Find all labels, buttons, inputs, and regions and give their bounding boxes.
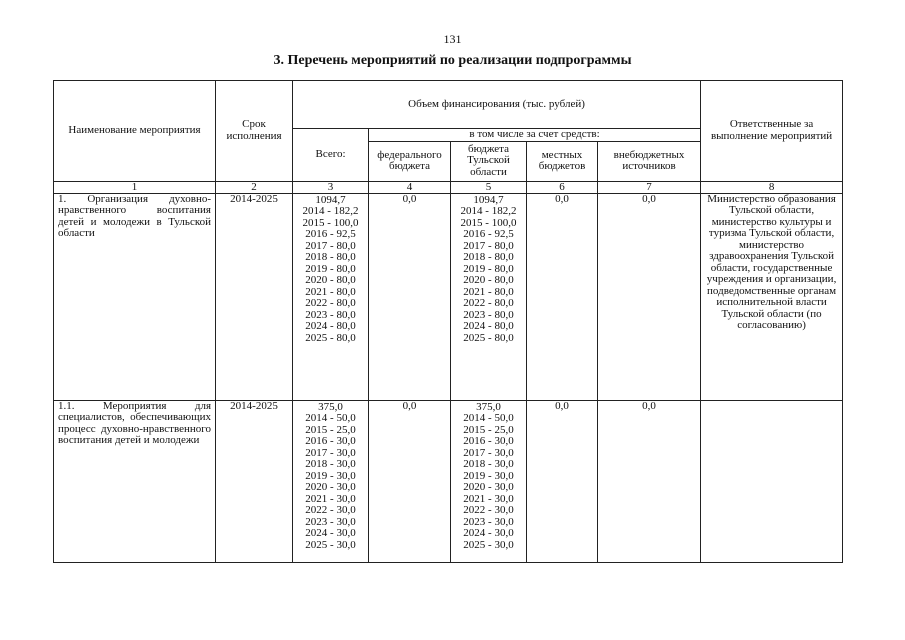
value-line: 2017 - 30,0: [305, 446, 356, 459]
column-number: 4: [369, 181, 451, 193]
value-line: 2024 - 80,0: [463, 320, 514, 332]
column-number: 6: [527, 181, 598, 193]
measure-extra: 0,0: [598, 400, 701, 562]
value-line: 2018 - 80,0: [463, 251, 514, 263]
header-extra: внебюджетных источников: [598, 141, 701, 181]
value-line: 1094,7: [473, 193, 504, 206]
header-responsible: Ответственные за выполнение мероприятий: [701, 81, 843, 182]
table-row: [54, 193, 843, 400]
value-line: 2025 - 80,0: [305, 331, 356, 344]
value-line: 375,0: [318, 400, 343, 413]
column-number: 3: [293, 181, 369, 193]
header-regional: бюджета Тульской области: [451, 141, 527, 181]
measures-table: [53, 80, 843, 563]
value-line: 2018 - 30,0: [463, 458, 514, 470]
value-line: 2016 - 92,5: [305, 228, 356, 240]
page-number: 131: [443, 32, 462, 46]
header-total: Всего:: [293, 129, 369, 182]
table-row: [54, 400, 843, 562]
value-line: 2014 - 50,0: [305, 412, 356, 424]
value-line: 2021 - 80,0: [305, 285, 356, 298]
value-line: 2015 - 25,0: [305, 423, 356, 436]
value-line: 2017 - 80,0: [463, 239, 514, 252]
value-line: 2021 - 30,0: [463, 492, 514, 505]
measure-local: 0,0: [527, 193, 598, 400]
header-name: Наименование мероприятия: [54, 81, 216, 182]
value-line: 2022 - 80,0: [305, 297, 356, 309]
measure-responsible: Министерство образования Тульской области, министерство культуры и туризма Тульской области, министерство здравоохранения Тульской области, государственные учреждения и организации, подведомственные органам исполнительной власти Тульской области (по согласованию): [701, 193, 843, 400]
column-numbers-row: [54, 181, 843, 193]
value-line: 2016 - 30,0: [305, 435, 356, 447]
value-line: 2024 - 30,0: [305, 527, 356, 539]
value-line: 2020 - 30,0: [463, 481, 514, 493]
value-line: 2017 - 80,0: [305, 239, 356, 252]
value-line: 2025 - 30,0: [305, 538, 356, 551]
page-title: 3. Перечень мероприятий по реализации подпрограммы: [273, 53, 632, 68]
value-line: 2023 - 80,0: [305, 308, 356, 321]
measure-local: 0,0: [527, 400, 598, 562]
measure-regional: [451, 400, 527, 562]
measure-responsible: [701, 400, 843, 562]
value-line: 2017 - 30,0: [463, 446, 514, 459]
measure-federal: 0,0: [369, 400, 451, 562]
header-federal: федерального бюджета: [369, 141, 451, 181]
measure-extra: 0,0: [598, 193, 701, 400]
column-number: 1: [54, 181, 216, 193]
value-line: 2024 - 80,0: [305, 320, 356, 332]
value-line: 2015 - 25,0: [463, 423, 514, 436]
value-line: 2022 - 30,0: [305, 504, 356, 516]
header-including: в том числе за счет средств:: [369, 129, 701, 142]
value-line: 2019 - 80,0: [305, 262, 356, 275]
value-line: 2016 - 92,5: [463, 228, 514, 240]
value-line: 2022 - 30,0: [463, 504, 514, 516]
measure-total: [293, 400, 369, 562]
value-line: 2014 - 50,0: [463, 412, 514, 424]
value-line: 2015 - 100,0: [302, 216, 359, 229]
column-number: 2: [216, 181, 293, 193]
value-line: 2023 - 80,0: [463, 308, 514, 321]
value-line: 2021 - 80,0: [463, 285, 514, 298]
header-local: местных бюджетов: [527, 141, 598, 181]
value-line: 2018 - 30,0: [305, 458, 356, 470]
value-line: 2024 - 30,0: [463, 527, 514, 539]
value-line: 2020 - 30,0: [305, 481, 356, 493]
measure-name: 1.1. Мероприятия для специалистов, обеспечивающих процесс духовно-нравственного воспитания детей и молодежи: [54, 400, 216, 562]
value-line: 2018 - 80,0: [305, 251, 356, 263]
value-line: 2022 - 80,0: [463, 297, 514, 309]
measure-regional: [451, 193, 527, 400]
value-line: 1094,7: [315, 193, 346, 206]
value-line: 2019 - 30,0: [463, 469, 514, 482]
value-line: 375,0: [476, 400, 501, 413]
value-line: 2014 - 182,2: [302, 205, 359, 217]
value-line: 2019 - 30,0: [305, 469, 356, 482]
value-line: 2021 - 30,0: [305, 492, 356, 505]
column-number: 8: [701, 181, 843, 193]
value-line: 2020 - 80,0: [463, 274, 514, 286]
value-line: 2023 - 30,0: [305, 515, 356, 528]
value-line: 2023 - 30,0: [463, 515, 514, 528]
value-line: 2020 - 80,0: [305, 274, 356, 286]
value-line: 2016 - 30,0: [463, 435, 514, 447]
header-term: Срок исполнения: [216, 81, 293, 182]
measure-name: 1. Организация духовно-нравственного воспитания детей и молодежи в Тульской области: [54, 193, 216, 400]
value-line: 2025 - 80,0: [463, 331, 514, 344]
value-line: 2025 - 30,0: [463, 538, 514, 551]
header-financing: Объем финансирования (тыс. рублей): [293, 81, 701, 129]
measure-term: 2014-2025: [216, 193, 293, 400]
value-line: 2019 - 80,0: [463, 262, 514, 275]
measure-term: 2014-2025: [216, 400, 293, 562]
column-number: 5: [451, 181, 527, 193]
column-number: 7: [598, 181, 701, 193]
measure-total: [293, 193, 369, 400]
value-line: 2015 - 100,0: [460, 216, 517, 229]
value-line: 2014 - 182,2: [460, 205, 517, 217]
measure-federal: 0,0: [369, 193, 451, 400]
